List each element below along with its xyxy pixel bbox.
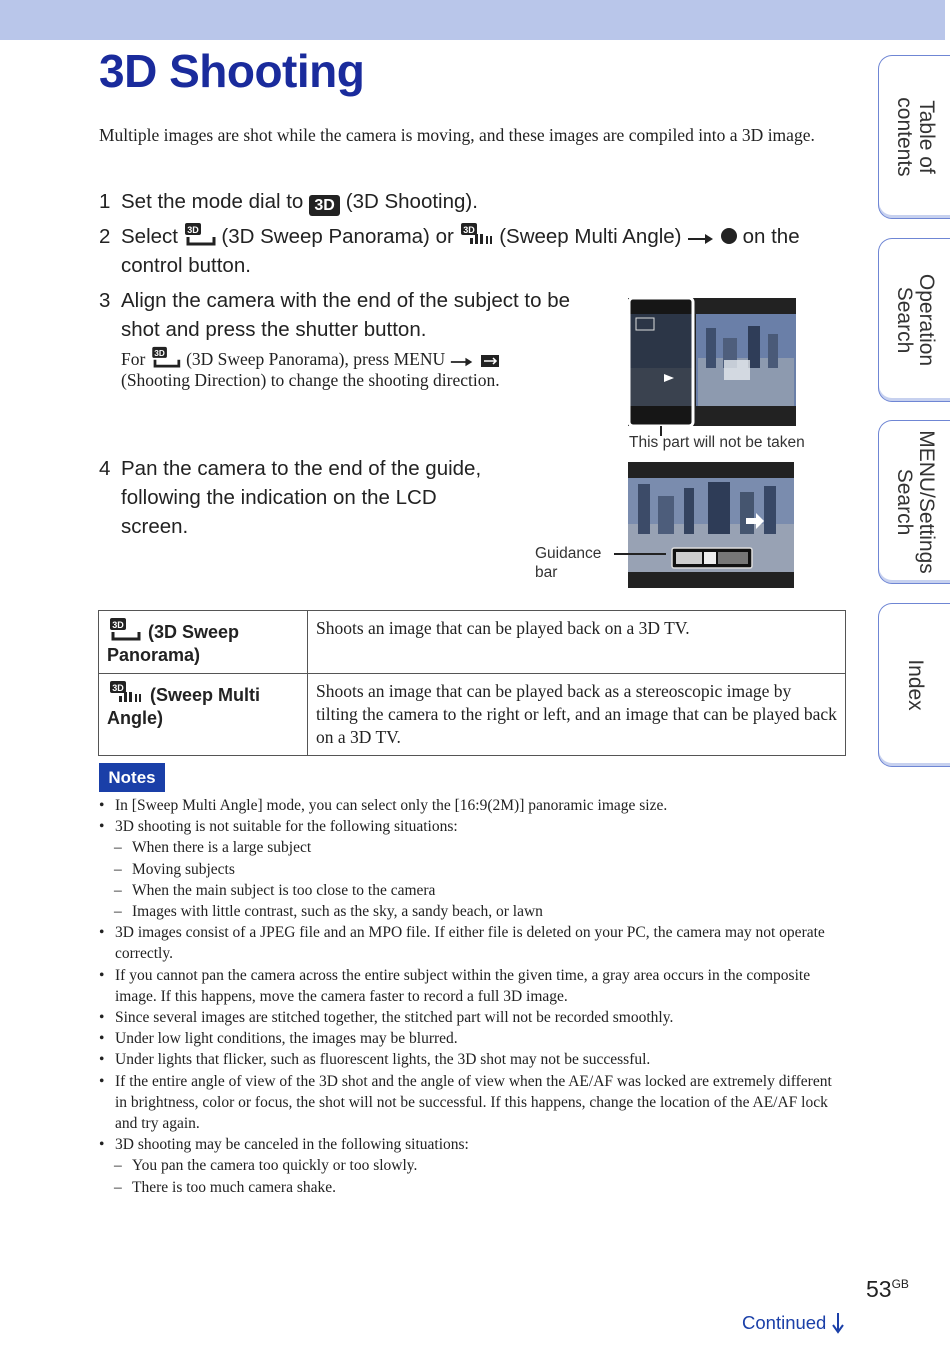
step-text: (Sweep Multi Angle)	[493, 225, 688, 248]
note-item: • In [Sweep Multi Angle] mode, you can select only the [16:9(2M)] panoramic image size.	[98, 795, 843, 816]
step-text: Pan the camera to the end of the guide,	[121, 457, 482, 480]
step-text: (3D Shooting).	[340, 190, 478, 213]
note-item: • If you cannot pan the camera across the entire subject within the given time, a gray area occurs in the composite image. If this happens, move the camera faster to record a full 3D image.	[98, 965, 843, 1007]
tab-table-of-contents[interactable]	[878, 55, 950, 219]
svg-text:3D: 3D	[186, 225, 199, 235]
step-number: 2	[99, 225, 111, 248]
table-cell-desc: Shoots an image that can be played back as a stereoscopic image by tilting the camera to the right or left, and an image that can be played back on a 3D TV.	[308, 674, 846, 756]
page-number-value: 53	[866, 1276, 892, 1302]
note-item: • 3D shooting is not suitable for the following situations:	[98, 816, 843, 837]
callout-line	[614, 553, 666, 555]
step-text: following the indication on the LCD	[121, 486, 437, 509]
svg-text:3D: 3D	[112, 620, 124, 630]
svg-text:3D: 3D	[462, 225, 475, 235]
note-item: • 3D shooting may be canceled in the following situations:	[98, 1134, 843, 1155]
table-cell-mode	[99, 611, 308, 674]
header-bar	[0, 0, 945, 40]
page-number	[866, 1276, 909, 1303]
note-subitem: – You pan the camera too quickly or too slowly.	[98, 1155, 843, 1176]
mode-label: Panorama)	[107, 645, 201, 665]
shooting-direction-icon	[480, 354, 500, 368]
camera-screen-figure-start	[628, 298, 796, 426]
camera-screen-figure-pan	[628, 462, 794, 588]
3d-mode-icon: 3D	[309, 195, 340, 216]
figure-caption: This part will not be taken	[629, 434, 805, 451]
note-item: • If the entire angle of view of the 3D shot and the angle of view when the AE/AF was locked are extremely different in brightness, color or focus, the shot will not be successful. If this happens, change the location of the AE/AF lock and try again.	[98, 1071, 843, 1135]
step-4	[99, 454, 529, 544]
step-text: Select	[121, 225, 184, 248]
step-text: control button.	[121, 254, 251, 277]
sweep-panorama-icon	[107, 617, 143, 641]
step-text: Set the mode dial to	[121, 190, 310, 213]
intro-text: Multiple images are shot while the camera is moving, and these images are compiled into a 3D image.	[99, 125, 815, 145]
continued-arrow-icon	[831, 1312, 845, 1334]
figure-caption: bar	[535, 564, 558, 581]
figure-caption: Guidance	[535, 545, 602, 562]
step-text: Align the camera with the end of the subject to be	[121, 289, 570, 312]
step-2	[99, 222, 849, 282]
note-text: (3D Sweep Panorama), press MENU	[181, 349, 450, 369]
tab-menu-settings-search[interactable]	[878, 420, 950, 584]
mode-label: (Sweep Multi	[150, 685, 261, 705]
svg-text:3D: 3D	[112, 683, 124, 693]
step-text: shot and press the shutter button.	[121, 318, 427, 341]
step-3	[99, 286, 609, 346]
tab-operation-search[interactable]	[878, 238, 950, 402]
note-subitem: – There is too much camera shake.	[98, 1177, 843, 1198]
note-subitem: – Moving subjects	[98, 859, 843, 880]
tab-label: Operation Search	[892, 273, 938, 367]
step-text: screen.	[121, 515, 189, 538]
step-number: 3	[99, 289, 111, 312]
step-number: 4	[99, 457, 111, 480]
step-text: on the	[736, 225, 800, 248]
note-item: • Since several images are stitched together, the stitched part will not be recorded smoothly.	[98, 1007, 843, 1028]
table-row	[99, 674, 846, 756]
svg-text:3D: 3D	[153, 349, 165, 359]
tab-label: Table of contents	[892, 97, 938, 177]
note-subitem: – Images with little contrast, such as the sky, a sandy beach, or lawn	[98, 901, 843, 922]
sweep-panorama-icon	[184, 222, 216, 246]
arrow-right-icon	[687, 232, 715, 246]
mode-label: Angle)	[107, 708, 163, 728]
note-text: (Shooting Direction) to change the shooting direction.	[121, 370, 500, 390]
continued-label: Continued	[742, 1312, 827, 1333]
step-text: (3D Sweep Panorama) or	[215, 225, 460, 248]
tab-index[interactable]	[878, 603, 950, 767]
note-subitem: – When the main subject is too close to the camera	[98, 880, 843, 901]
step-1	[99, 187, 619, 217]
city-image	[628, 462, 794, 588]
table-row	[99, 611, 846, 674]
side-nav	[878, 0, 950, 800]
continued-link[interactable]	[742, 1312, 845, 1334]
page-title: 3D Shooting	[99, 45, 365, 97]
arrow-right-icon	[449, 356, 475, 368]
mode-label: (3D Sweep	[148, 622, 240, 642]
notes-list	[98, 795, 843, 1198]
city-image	[628, 298, 796, 426]
notes-label: Notes	[99, 763, 165, 792]
note-subitem: – When there is a large subject	[98, 837, 843, 858]
note-item: • Under lights that flicker, such as fluorescent lights, the 3D shot may not be successful.	[98, 1049, 843, 1070]
tab-label: Index	[903, 659, 927, 711]
note-item: • 3D images consist of a JPEG file and an MPO file. If either file is deleted on your PC, the camera may not operate correctly.	[98, 922, 843, 964]
sweep-multi-angle-icon	[460, 222, 494, 246]
sweep-panorama-icon	[150, 346, 182, 368]
note-item: • Under low light conditions, the images may be blurred.	[98, 1028, 843, 1049]
sweep-multi-angle-icon	[107, 680, 145, 704]
center-button-icon	[721, 228, 737, 244]
step-3-note	[121, 346, 500, 371]
table-cell-desc: Shoots an image that can be played back on a 3D TV.	[308, 611, 846, 674]
table-cell-mode	[99, 674, 308, 756]
tab-label: MENU/Settings Search	[892, 430, 938, 574]
note-text: For	[121, 349, 150, 369]
step-number: 1	[99, 190, 111, 213]
page-suffix: GB	[891, 1277, 909, 1291]
mode-table	[98, 610, 846, 756]
